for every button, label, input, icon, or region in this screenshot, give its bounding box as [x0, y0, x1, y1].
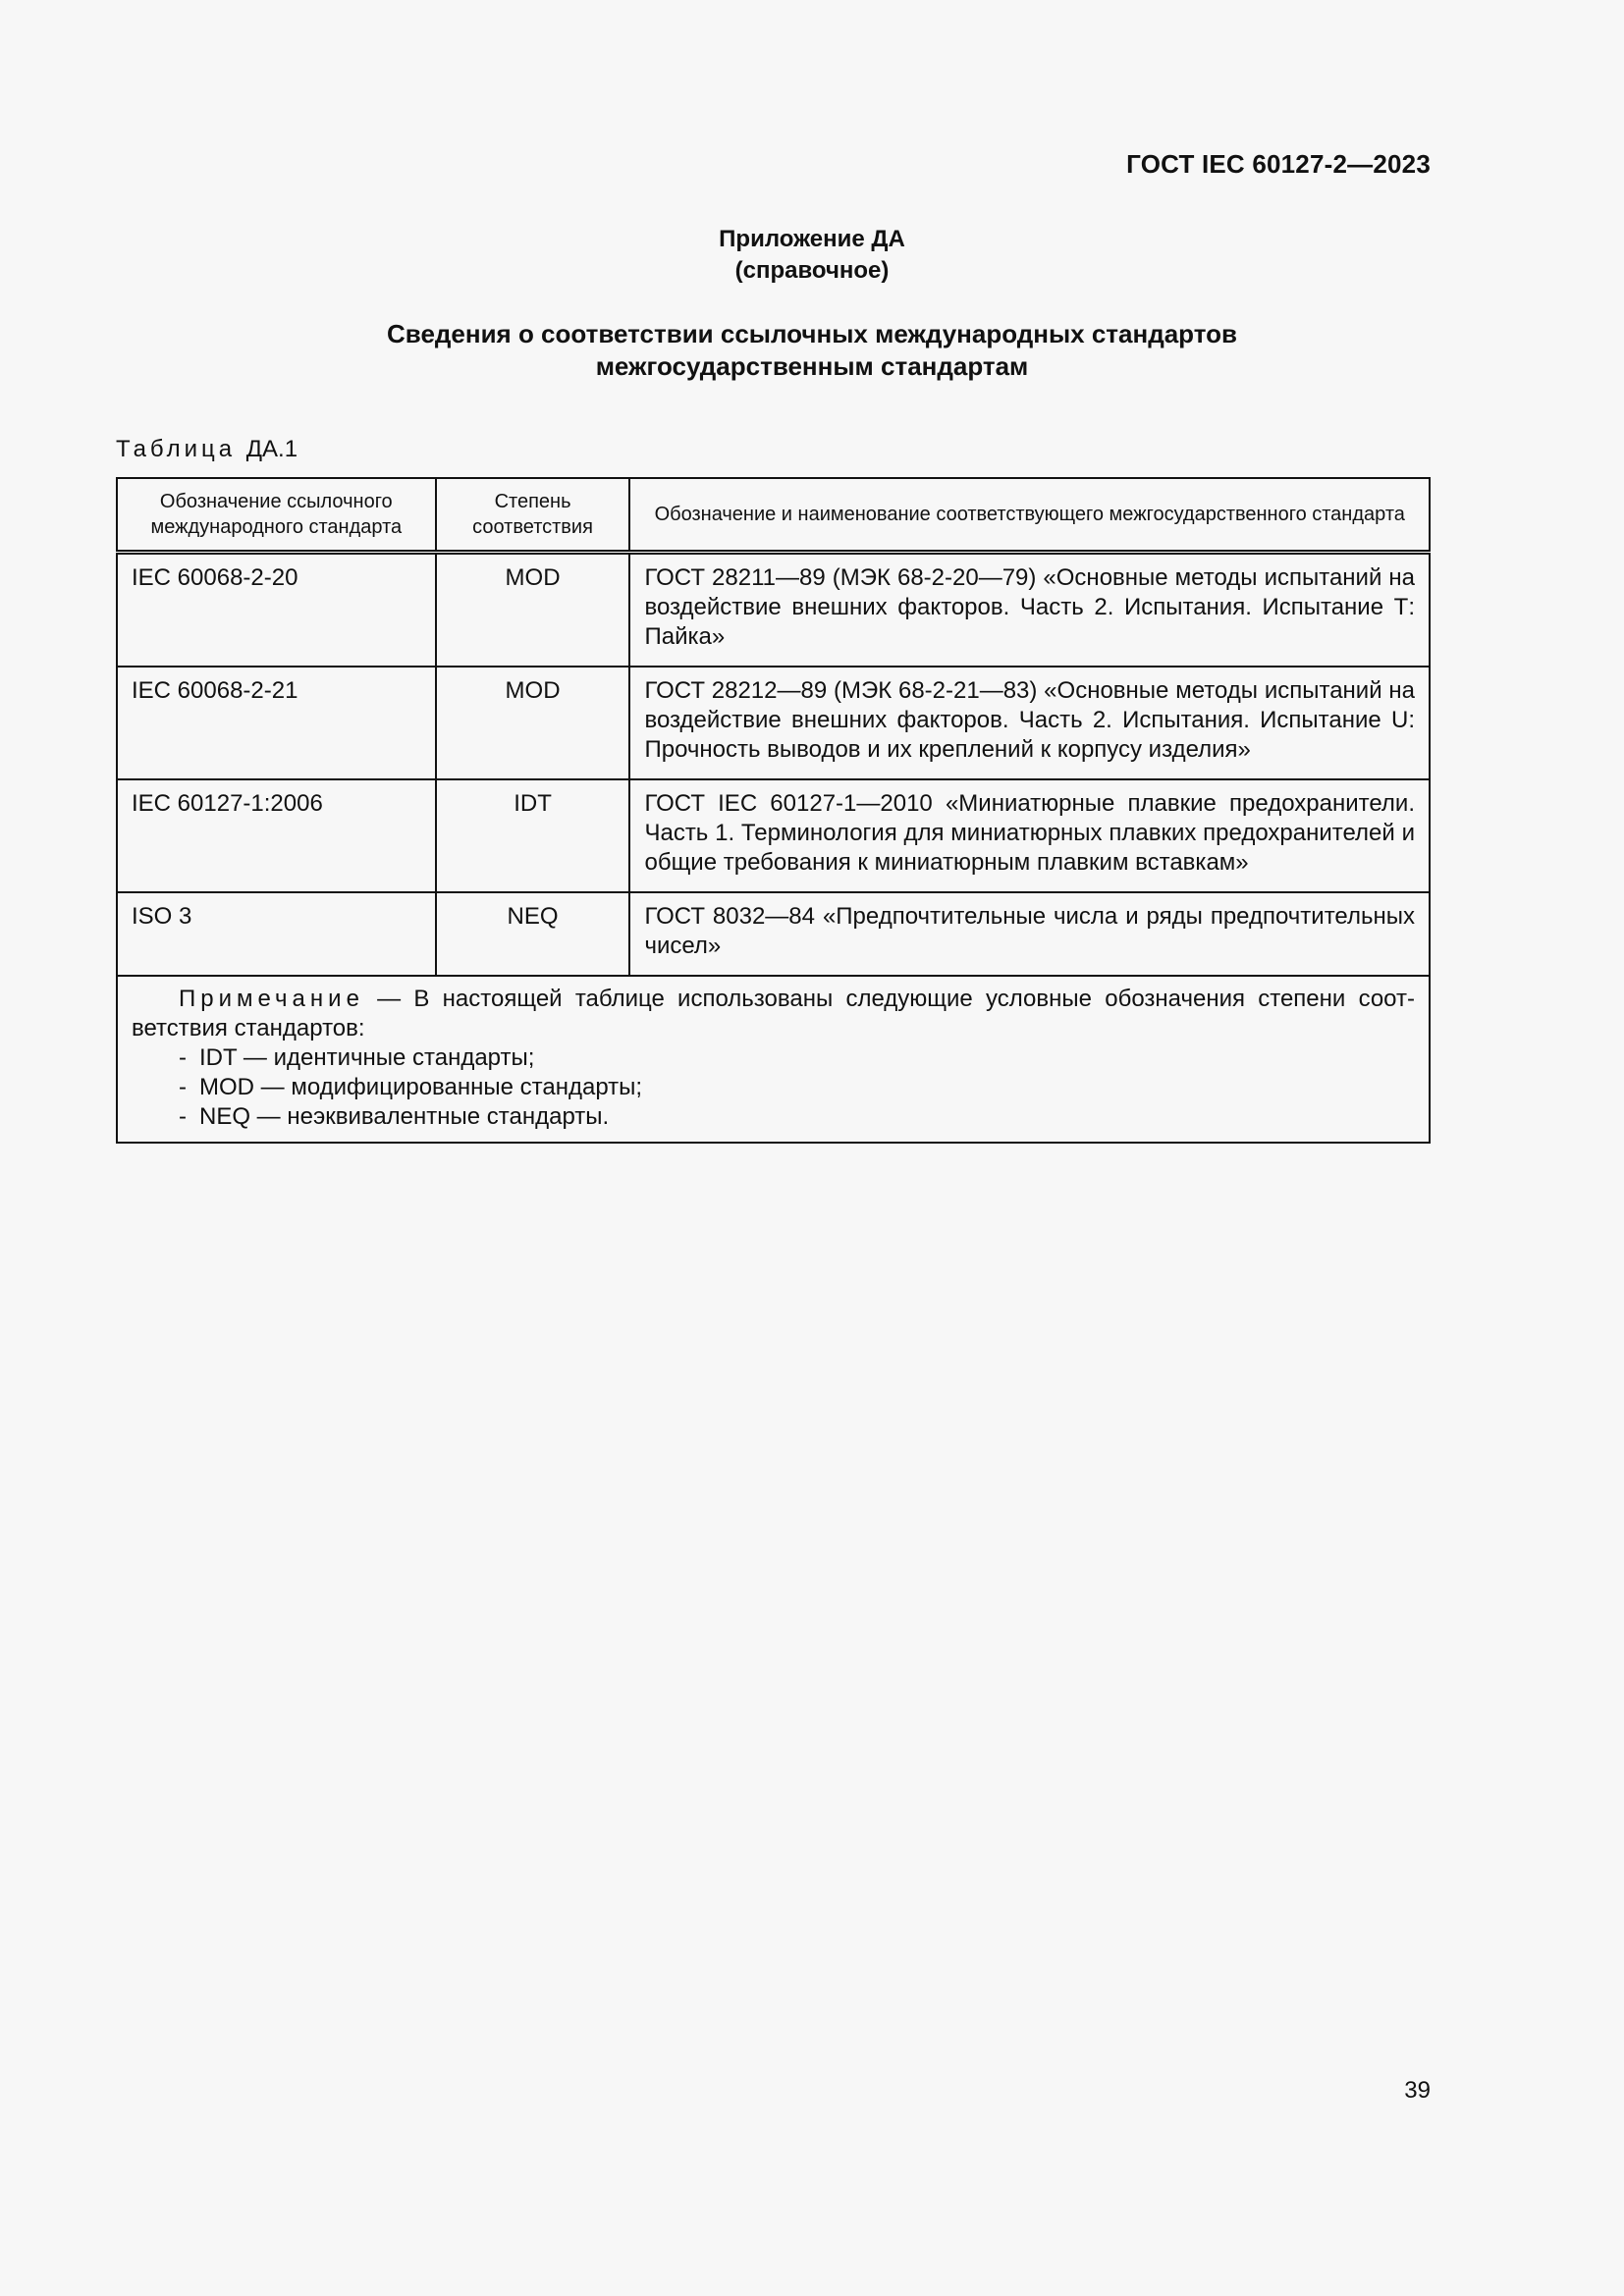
cell-degree: MOD — [436, 667, 630, 779]
cell-national-standard: ГОСТ IEC 60127-1—2010 «Миниатюрные плавкие предохранители. Часть 1. Терминология для миниатюрных плавких предохранителей и общие требования к миниатюрным плавким вставкам» — [629, 779, 1430, 892]
note-item-text: MOD — модифицированные стандарты; — [199, 1074, 643, 1100]
cell-ref-standard: IEC 60068-2-20 — [117, 553, 436, 667]
header-ref-standard: Обозначение ссылочного международного стандарта — [117, 478, 436, 553]
table-row — [117, 892, 1430, 976]
cell-national-standard: ГОСТ 28212—89 (МЭК 68-2-21—83) «Основные методы испытаний на воздействие внешних факторов. Часть 2. Испытания. Испытание U: Прочность выводов и их креплений к корпусу изделия» — [629, 667, 1430, 779]
cell-ref-standard: IEC 60127-1:2006 — [117, 779, 436, 892]
table-caption-number: ДА.1 — [245, 436, 298, 462]
note-paragraph — [132, 985, 1415, 1043]
list-item: - NEQ — неэквивалентные стандарты. — [179, 1103, 610, 1130]
note-text: — В настоящей таблице использованы следующие условные обозначения степени соответствия стандартов: — [132, 986, 1415, 1041]
table-note — [117, 976, 1430, 1143]
note-item-text: IDT — идентичные стандарты; — [199, 1044, 535, 1071]
cell-degree: IDT — [436, 779, 630, 892]
correspondence-table — [116, 477, 1431, 1144]
cell-degree: NEQ — [436, 892, 630, 976]
table-row — [117, 779, 1430, 892]
note-label: Примечание — [179, 986, 364, 1012]
cell-ref-standard: ISO 3 — [117, 892, 436, 976]
annex-title: Приложение ДА — [719, 226, 905, 252]
cell-ref-standard: IEC 60068-2-21 — [117, 667, 436, 779]
cell-national-standard: ГОСТ 8032—84 «Предпочтительные числа и ряды предпочтительных чисел» — [629, 892, 1430, 976]
section-heading-line-2: межгосударственным стандартам — [595, 351, 1029, 381]
section-heading-line-1: Сведения о соответствии ссылочных международных стандартов — [387, 319, 1237, 348]
cell-national-standard: ГОСТ 28211—89 (МЭК 68-2-20—79) «Основные методы испытаний на воздействие внешних факторов. Часть 2. Испытания. Испытание Т: Пайка» — [629, 553, 1430, 667]
list-item: - MOD — модифицированные стандарты; — [179, 1074, 643, 1100]
header-national-standard: Обозначение и наименование соответствующего межгосударственного стандарта — [629, 478, 1430, 553]
table-caption — [116, 436, 298, 463]
table-header-row — [117, 478, 1430, 553]
note-item-text: NEQ — неэквивалентные стандарты. — [199, 1103, 610, 1130]
page-number: 39 — [1404, 2077, 1431, 2104]
table-caption-label: Таблица — [116, 436, 237, 462]
document-header-code: ГОСТ IEC 60127-2—2023 — [1126, 149, 1431, 179]
cell-degree: MOD — [436, 553, 630, 667]
table-note-row — [117, 976, 1430, 1143]
annex-type: (справочное) — [734, 257, 890, 284]
table-row — [117, 667, 1430, 779]
list-item: - IDT — идентичные стандарты; — [179, 1044, 535, 1071]
header-degree: Степень соответствия — [436, 478, 630, 553]
table-row — [117, 553, 1430, 667]
note-list — [132, 1043, 1415, 1132]
